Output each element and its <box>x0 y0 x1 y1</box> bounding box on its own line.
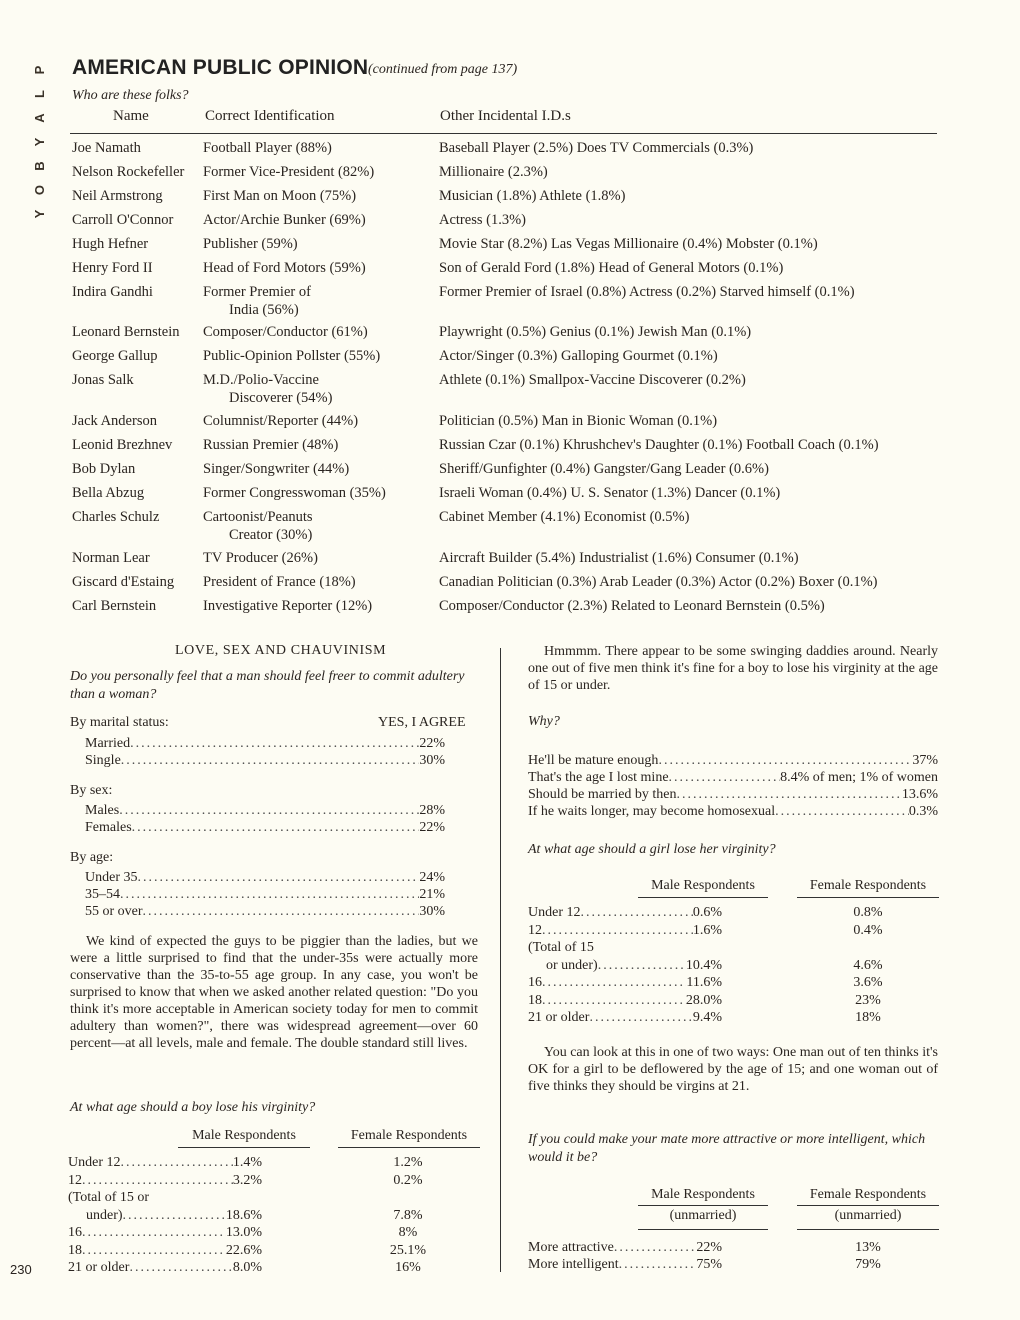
correct-identification <box>203 283 433 319</box>
other-identifications: Cabinet Member (4.1%) Economist (0.5%) <box>439 509 690 525</box>
row-label: 16 <box>528 975 542 990</box>
person-name: Joe Namath <box>72 140 141 156</box>
male-value: 13.0% <box>225 1225 262 1240</box>
female-value: 79% <box>855 1257 881 1272</box>
table-row <box>68 1242 262 1259</box>
identification-line: First Man on Moon (75%) <box>203 188 357 204</box>
correct-identification <box>203 323 433 341</box>
column-header-other: Other Incidental I.D.s <box>440 108 571 124</box>
table-row <box>68 1154 262 1171</box>
header-rule <box>638 1205 768 1206</box>
magazine-sidebar-logo <box>20 58 60 226</box>
header-line: (unmarried) <box>669 1208 737 1223</box>
table-row <box>528 1239 722 1256</box>
logo-letter: A <box>32 113 47 123</box>
female-value: 23% <box>855 992 881 1008</box>
identification-line: Public-Opinion Pollster (55%) <box>203 348 381 364</box>
why-question: Why? <box>528 714 560 729</box>
dot-leader <box>82 1224 226 1241</box>
female-respondents-header <box>795 1186 941 1225</box>
male-value: 75% <box>696 1257 722 1272</box>
person-name: George Gallup <box>72 348 158 364</box>
person-name: Charles Schulz <box>72 509 160 525</box>
logo-letter: O <box>32 184 47 196</box>
marital-status-label: By marital status: <box>70 715 169 730</box>
male-value: 22.6% <box>225 1242 262 1258</box>
table-row <box>528 1009 722 1026</box>
female-value: 3.6% <box>853 975 883 990</box>
dot-leader <box>82 1242 226 1259</box>
other-identifications: Movie Star (8.2%) Las Vegas Millionaire (0.4%) Mobster (0.1%) <box>439 236 818 252</box>
identification-line: Former Congresswoman (35%) <box>203 485 386 501</box>
identification-line: TV Producer (26%) <box>203 550 318 566</box>
identification-line: Creator (30%) <box>229 527 313 543</box>
table-row <box>528 992 722 1009</box>
female-value: 4.6% <box>853 957 883 973</box>
header-rule <box>797 1229 939 1230</box>
logo-letter: B <box>32 161 47 171</box>
other-identifications: Musician (1.8%) Athlete (1.8%) <box>439 188 626 204</box>
person-name: Bob Dylan <box>72 461 136 477</box>
logo-letter: Y <box>32 137 47 147</box>
male-value: 0.6% <box>692 905 722 920</box>
female-value: 13% <box>855 1240 881 1255</box>
header-rule <box>178 1147 310 1148</box>
header-line: Female Respondents <box>809 1187 927 1202</box>
male-value: 10.4% <box>685 957 722 973</box>
dot-leader <box>123 1207 226 1224</box>
logo-letter: P <box>32 65 47 75</box>
dot-leader <box>542 974 686 991</box>
person-name: Nelson Rockefeller <box>72 164 185 180</box>
list-item: 35–54 ..... 21% <box>85 886 445 903</box>
deflowered-paragraph: You can look at this in one of two ways: One man out of ten thinks it's OK for a girl to be deflowered by the age of 15; and one woman out of five thinks they should be virgins at 21. <box>528 1045 938 1094</box>
header-rule <box>638 897 768 898</box>
correct-identification <box>203 139 433 157</box>
dot-leader <box>82 1172 233 1189</box>
header-rule <box>638 1229 768 1230</box>
other-identifications: Canadian Politician (0.3%) Arab Leader (0.3%) Actor (0.2%) Boxer (0.1%) <box>439 574 878 590</box>
girl-virginity-question: At what age should a girl lose her virginity? <box>528 842 776 857</box>
dot-leader <box>589 1009 692 1026</box>
male-value: 18.6% <box>225 1207 262 1223</box>
list-item: Males ..... 28% <box>85 802 445 819</box>
dot-leader <box>598 957 686 974</box>
column-header-correct: Correct Identification <box>205 108 335 124</box>
page-number: 230 <box>10 1262 32 1277</box>
identification-line: Singer/Songwriter (44%) <box>203 461 350 477</box>
table-row <box>68 1259 262 1276</box>
table-row <box>528 904 722 921</box>
male-respondents-header: Male Respondents <box>192 1128 296 1143</box>
female-value: 16% <box>395 1260 421 1275</box>
continued-note: (continued from page 137) <box>368 62 518 77</box>
by-age-label: By age: <box>70 850 114 865</box>
other-identifications: Son of Gerald Ford (1.8%) Head of General Motors (0.1%) <box>439 260 784 276</box>
table-question: Who are these folks? <box>72 88 189 103</box>
table-row <box>86 1207 262 1224</box>
other-identifications: Israeli Woman (0.4%) U. S. Senator (1.3%) Dancer (0.1%) <box>439 485 781 501</box>
identification-line: Football Player (88%) <box>203 140 332 156</box>
column-divider <box>500 648 501 1272</box>
other-identifications: Politician (0.5%) Man in Bionic Woman (0.1%) <box>439 413 718 429</box>
male-value: 22% <box>696 1240 722 1255</box>
row-label: 21 or older <box>68 1260 130 1275</box>
person-name: Leonid Brezhnev <box>72 437 173 453</box>
identification-line: M.D./Polio-Vaccine <box>203 372 319 388</box>
male-respondents-header <box>636 1186 770 1225</box>
correct-identification <box>203 484 433 502</box>
male-value: 28.0% <box>685 992 722 1008</box>
person-name: Jonas Salk <box>72 372 134 388</box>
table-row <box>68 1224 262 1241</box>
female-value: 8% <box>398 1225 418 1240</box>
person-name: Indira Gandhi <box>72 284 153 300</box>
dot-leader <box>129 1259 232 1276</box>
dot-leader <box>121 1154 233 1171</box>
identification-line: Former Premier of <box>203 284 311 300</box>
header-line: (unmarried) <box>834 1208 902 1223</box>
identification-line: Publisher (59%) <box>203 236 298 252</box>
male-value: 1.4% <box>232 1155 262 1170</box>
female-value: 18% <box>855 1010 881 1025</box>
identification-line: Composer/Conductor (61%) <box>203 324 368 340</box>
row-label: 12 <box>528 922 542 938</box>
list-item: If he waits longer, may become homosexual ..... 0.3% <box>528 803 938 820</box>
identification-line: Columnist/Reporter (44%) <box>203 413 359 429</box>
table-row <box>546 957 722 974</box>
list-item: Single ..... 30% <box>85 752 445 769</box>
correct-identification <box>203 211 433 229</box>
list-item: Females ..... 22% <box>85 819 445 836</box>
table-row-label: (Total of 15 <box>528 940 594 955</box>
person-name: Leonard Bernstein <box>72 324 180 340</box>
other-identifications: Athlete (0.1%) Smallpox-Vaccine Discoverer (0.2%) <box>439 372 746 388</box>
list-item: Under 35 ..... 24% <box>85 869 445 886</box>
male-value: 1.6% <box>692 922 722 938</box>
other-identifications: Actor/Singer (0.3%) Galloping Gourmet (0.1%) <box>439 348 718 364</box>
table-header-rule <box>70 133 937 134</box>
other-identifications: Aircraft Builder (5.4%) Industrialist (1.6%) Consumer (0.1%) <box>439 550 799 566</box>
person-name: Hugh Hefner <box>72 236 149 252</box>
person-name: Neil Armstrong <box>72 188 163 204</box>
other-identifications: Playwright (0.5%) Genius (0.1%) Jewish Man (0.1%) <box>439 324 752 340</box>
article-title: AMERICAN PUBLIC OPINION <box>72 56 369 79</box>
row-label: 12 <box>68 1172 82 1188</box>
correct-identification <box>203 163 433 181</box>
dot-leader <box>581 904 693 921</box>
row-label: or under) <box>546 957 598 973</box>
male-respondents-header: Male Respondents <box>651 878 755 893</box>
other-identifications: Composer/Conductor (2.3%) Related to Leonard Bernstein (0.5%) <box>439 598 825 614</box>
female-value: 0.2% <box>393 1172 423 1188</box>
intro-paragraph: Hmmmm. There appear to be some swinging daddies around. Nearly one out of five men think it's fine for a boy to lose his virginity at the age of 15 or under. <box>528 644 938 693</box>
female-respondents-header: Female Respondents <box>809 878 927 893</box>
person-name: Henry Ford II <box>72 260 153 276</box>
dot-leader <box>619 1256 697 1273</box>
identification-line: Actor/Archie Bunker (69%) <box>203 212 366 228</box>
header-rule <box>797 897 939 898</box>
table-row-label: (Total of 15 or <box>68 1190 150 1205</box>
logo-letter: L <box>32 90 47 98</box>
row-label: More intelligent <box>528 1257 619 1272</box>
correct-identification <box>203 371 433 407</box>
boy-virginity-question: At what age should a boy lose his virginity? <box>70 1100 316 1115</box>
female-respondents-header: Female Respondents <box>350 1128 468 1143</box>
identification-line: India (56%) <box>229 302 299 318</box>
mate-question: If you could make your mate more attractive or more intelligent, which would it be? <box>528 1132 926 1165</box>
female-value: 0.8% <box>853 905 883 920</box>
female-value: 25.1% <box>389 1242 427 1258</box>
other-identifications: Sheriff/Gunfighter (0.4%) Gangster/Gang Leader (0.6%) <box>439 461 769 477</box>
list-item: Should be married by then ..... 13.6% <box>528 786 938 803</box>
correct-identification <box>203 436 433 454</box>
list-item: 55 or over ..... 30% <box>85 903 445 920</box>
other-identifications: Actress (1.3%) <box>439 212 526 228</box>
correct-identification <box>203 235 433 253</box>
identification-line: Discoverer (54%) <box>229 390 333 406</box>
other-identifications: Millionaire (2.3%) <box>439 164 548 180</box>
header-line: Male Respondents <box>651 1187 755 1202</box>
dot-leader <box>542 922 693 939</box>
correct-identification <box>203 460 433 478</box>
person-name: Jack Anderson <box>72 413 157 429</box>
male-value: 9.4% <box>692 1010 722 1025</box>
correct-identification <box>203 508 433 544</box>
correct-identification <box>203 573 433 591</box>
column-header-name: Name <box>113 108 149 124</box>
identification-line: Former Vice-President (82%) <box>203 164 375 180</box>
identification-line: Investigative Reporter (12%) <box>203 598 373 614</box>
person-name: Giscard d'Estaing <box>72 574 175 590</box>
logo-letter: Y <box>32 209 47 219</box>
correct-identification <box>203 259 433 277</box>
list-item: That's the age I lost mine ..... 8.4% of men; 1% of women <box>528 769 938 786</box>
dot-leader <box>542 992 686 1009</box>
header-rule <box>797 1205 939 1206</box>
row-label: 21 or older <box>528 1010 590 1025</box>
identification-line: Cartoonist/Peanuts <box>203 509 313 525</box>
row-label: More attractive <box>528 1240 614 1255</box>
table-row <box>528 974 722 991</box>
dot-leader <box>614 1239 696 1256</box>
correct-identification <box>203 347 433 365</box>
correct-identification <box>203 549 433 567</box>
male-value: 3.2% <box>232 1172 262 1188</box>
list-item: He'll be mature enough ..... 37% <box>528 752 938 769</box>
person-name: Norman Lear <box>72 550 150 566</box>
row-label: Under 12 <box>68 1155 121 1170</box>
section-title: LOVE, SEX AND CHAUVINISM <box>175 643 387 658</box>
table-row <box>68 1172 262 1189</box>
adultery-question: Do you personally feel that a man should feel freer to commit adultery than a woman? <box>70 669 465 702</box>
commentary-paragraph: We kind of expected the guys to be piggier than the ladies, but we were a little surprised to find that the under-35s were actually more conservative than the 35-to-55 age group. In any case, you won't be surprised to know that when we asked another related question: "Do you think it's more acceptable in American society today for men to commit adultery than women?", there was widespread agreement—over 60 percent—at all levels, male and female. The double standard still lives. <box>70 934 478 1051</box>
correct-identification <box>203 597 433 615</box>
identification-line: President of France (18%) <box>203 574 356 590</box>
identification-line: Russian Premier (48%) <box>203 437 339 453</box>
other-identifications: Russian Czar (0.1%) Khrushchev's Daughter (0.1%) Football Coach (0.1%) <box>439 437 879 453</box>
person-name: Bella Abzug <box>72 485 145 501</box>
table-row <box>528 1256 722 1273</box>
female-value: 0.4% <box>853 922 883 938</box>
person-name: Carl Bernstein <box>72 598 157 614</box>
header-rule <box>338 1147 480 1148</box>
correct-identification <box>203 187 433 205</box>
other-identifications: Baseball Player (2.5%) Does TV Commercials (0.3%) <box>439 140 754 156</box>
female-value: 1.2% <box>393 1155 423 1170</box>
row-label: 16 <box>68 1225 82 1240</box>
by-sex-label: By sex: <box>70 783 113 798</box>
list-item: Married ..... 22% <box>85 735 445 752</box>
female-value: 7.8% <box>393 1207 423 1223</box>
male-value: 11.6% <box>686 975 722 990</box>
yes-agree-label: YES, I AGREE <box>378 715 466 730</box>
row-label: 18 <box>528 992 542 1008</box>
male-value: 8.0% <box>232 1260 262 1275</box>
table-row <box>528 922 722 939</box>
row-label: 18 <box>68 1242 82 1258</box>
person-name: Carroll O'Connor <box>72 212 174 228</box>
correct-identification <box>203 412 433 430</box>
row-label: Under 12 <box>528 905 581 920</box>
other-identifications: Former Premier of Israel (0.8%) Actress (0.2%) Starved himself (0.1%) <box>439 284 855 300</box>
row-label: under) <box>86 1207 123 1223</box>
identification-line: Head of Ford Motors (59%) <box>203 260 366 276</box>
